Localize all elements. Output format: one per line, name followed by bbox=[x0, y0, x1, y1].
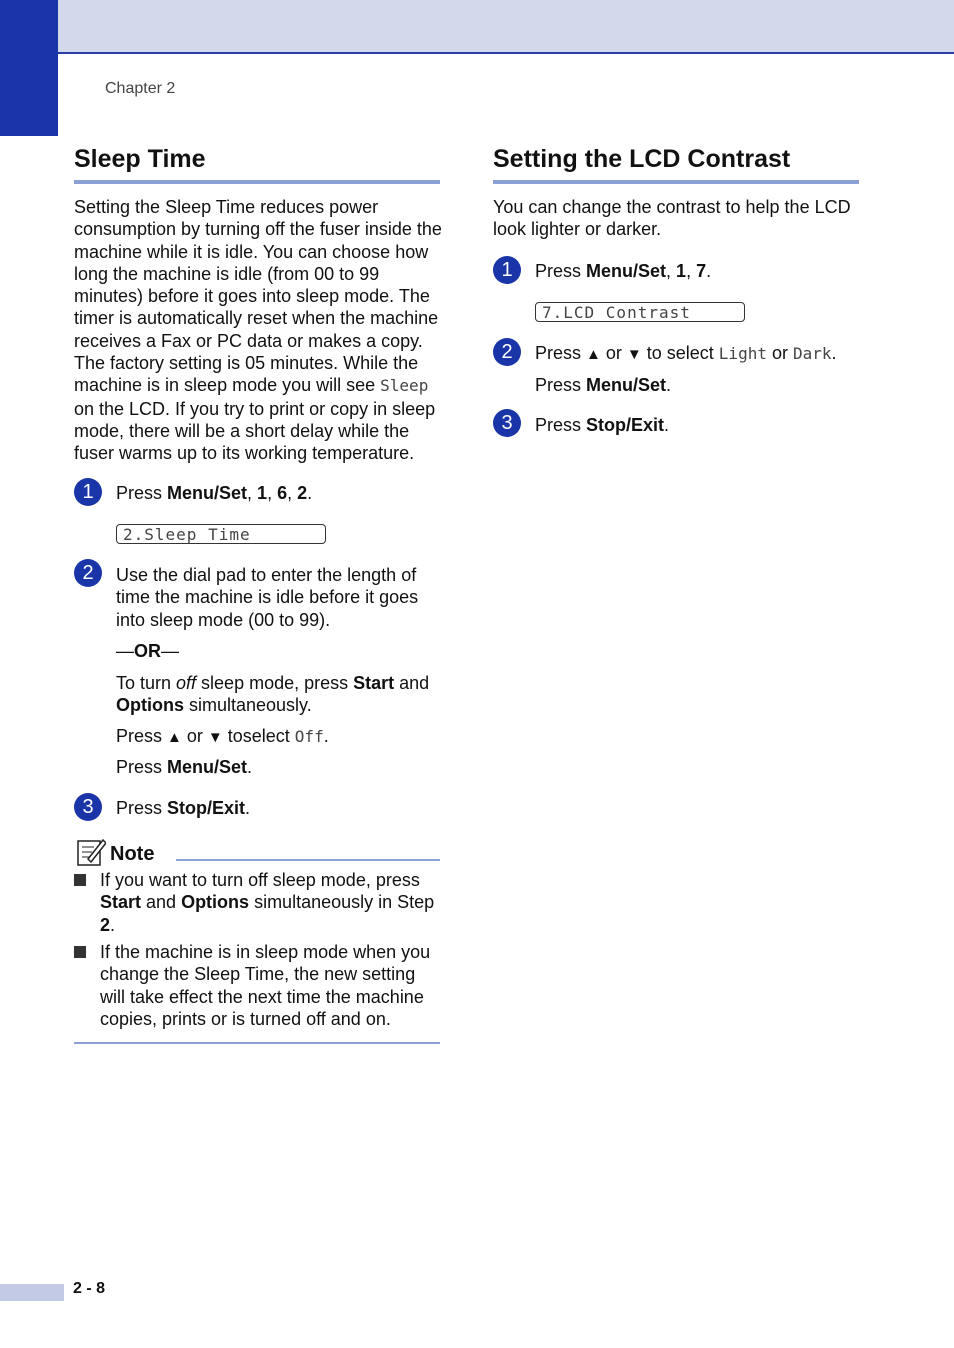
lcd-display-sleep-time: 2.Sleep Time bbox=[116, 524, 326, 544]
step-2-text: Press ▲ or ▼ to select Light or Dark. bbox=[535, 343, 837, 363]
step-number-2: 2 bbox=[493, 338, 521, 366]
note-item-2: If the machine is in sleep mode when you change the Sleep Time, the new setting will take effect the next time the machine copies, prints or is turned off and on. bbox=[100, 942, 431, 1029]
note-pencil-icon bbox=[76, 837, 106, 867]
footer-band bbox=[0, 1284, 64, 1301]
title-rule bbox=[493, 180, 859, 184]
press-menu-set: Press Menu/Set. bbox=[535, 375, 672, 395]
step-number-3: 3 bbox=[493, 409, 521, 437]
press-menu-set: Press Menu/Set. bbox=[116, 757, 253, 777]
chapter-tab bbox=[0, 0, 58, 136]
note-rule bbox=[176, 859, 440, 861]
step-3-text: Press Stop/Exit. bbox=[116, 798, 251, 818]
up-arrow-icon: ▲ bbox=[586, 346, 601, 363]
note-bottom-rule bbox=[74, 1042, 440, 1044]
down-arrow-icon: ▼ bbox=[626, 346, 642, 363]
title-rule bbox=[74, 180, 440, 184]
section-title-sleep-time: Sleep Time bbox=[74, 145, 206, 173]
bullet-square bbox=[74, 874, 86, 886]
sleep-intro: Setting the Sleep Time reduces power consumption by turning off the fuser inside the machine while it is idle. You can choose how long the machine is idle (from 00 to 99 minutes) before it goes into sleep mode. The timer is automatically reset when the machine receives a Fax or PC data or makes a copy. The factory setting is 05 minutes. While the machine is in sleep mode you will see Sleep on the LCD. If you try to print or copy in sleep mode, there will be a short delay while the fuser warms up to its working temperature. bbox=[74, 197, 442, 464]
step-1-text: Press Menu/Set, 1, 7. bbox=[535, 261, 712, 281]
step-number-2: 2 bbox=[74, 559, 102, 587]
step-2-text: Use the dial pad to enter the length of time the machine is idle before it goes into sleep mode (00 to 99). bbox=[116, 565, 419, 630]
up-arrow-icon: ▲ bbox=[167, 729, 182, 746]
section-title-lcd-contrast: Setting the LCD Contrast bbox=[493, 145, 791, 173]
or-separator: —OR— bbox=[116, 641, 179, 661]
step-number-1: 1 bbox=[74, 478, 102, 506]
lcd-intro: You can change the contrast to help the LCD look lighter or darker. bbox=[493, 197, 851, 240]
step-1-text: Press Menu/Set, 1, 6, 2. bbox=[116, 483, 313, 503]
turn-off-instruction: To turn off sleep mode, press Start and Options simultaneously. bbox=[116, 673, 430, 716]
bullet-square bbox=[74, 946, 86, 958]
step-number-1: 1 bbox=[493, 256, 521, 284]
step-number-3: 3 bbox=[74, 793, 102, 821]
step-3-text: Press Stop/Exit. bbox=[535, 415, 670, 435]
header-band bbox=[0, 0, 954, 54]
select-off-instruction: Press ▲ or ▼ toselect Off. bbox=[116, 726, 329, 746]
chapter-label: Chapter 2 bbox=[105, 80, 176, 97]
lcd-display-contrast: 7.LCD Contrast bbox=[535, 302, 745, 322]
note-item-1: If you want to turn off sleep mode, press Start and Options simultaneously in Step 2. bbox=[100, 870, 435, 935]
note-title: Note bbox=[110, 843, 155, 865]
lcd-text-sleep: Sleep bbox=[380, 376, 429, 396]
page-number: 2 - 8 bbox=[73, 1280, 106, 1297]
down-arrow-icon: ▼ bbox=[207, 729, 223, 746]
